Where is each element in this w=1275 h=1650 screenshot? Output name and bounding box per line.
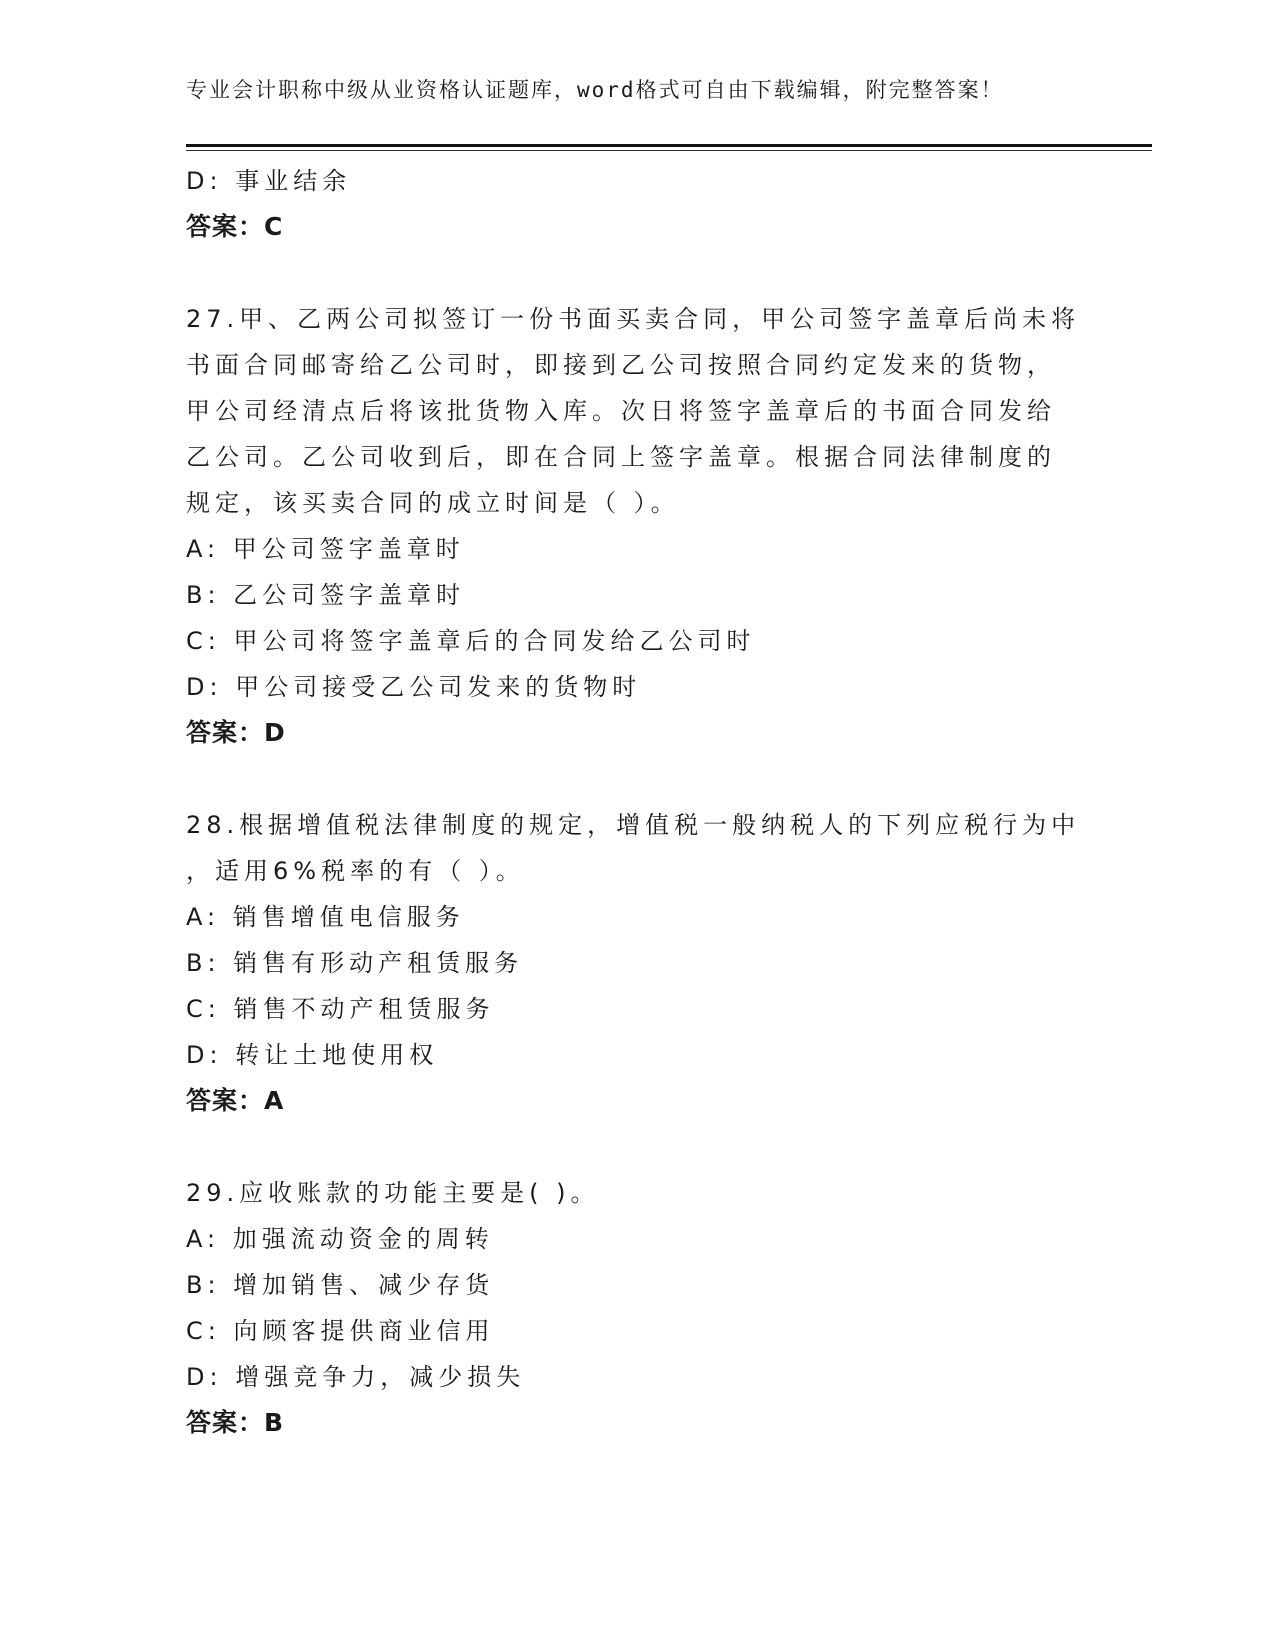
spacer bbox=[186, 756, 1086, 802]
option-d: D: 增强竞争力，减少损失 bbox=[186, 1363, 526, 1391]
option-d: D: 事业结余 bbox=[186, 167, 352, 195]
option-a: A: 加强流动资金的周转 bbox=[186, 1225, 494, 1253]
option-c: C: 向顾客提供商业信用 bbox=[186, 1317, 495, 1345]
answer-line: 答案：B bbox=[186, 1408, 285, 1437]
previous-question-tail bbox=[186, 158, 1086, 250]
option-c: C: 销售不动产租赁服务 bbox=[186, 995, 495, 1023]
question-29 bbox=[186, 1170, 1086, 1446]
option-a: A: 销售增值电信服务 bbox=[186, 903, 465, 931]
header-divider bbox=[186, 144, 1152, 147]
question-stem-line: 书面合同邮寄给乙公司时，即接到乙公司按照合同约定发来的货物， bbox=[186, 351, 1056, 379]
option-b: B: 乙公司签字盖章时 bbox=[186, 581, 466, 609]
header-divider-thin bbox=[186, 150, 1152, 151]
question-stem-line: 甲公司经清点后将该批货物入库。次日将签字盖章后的书面合同发给 bbox=[186, 397, 1056, 425]
spacer bbox=[186, 1124, 1086, 1170]
question-stem-line: 乙公司。乙公司收到后，即在合同上签字盖章。根据合同法律制度的 bbox=[186, 443, 1056, 471]
question-stem-line: ，适用6%税率的有（ ）。 bbox=[186, 857, 525, 885]
answer-line: 答案：D bbox=[186, 718, 286, 747]
page-content bbox=[186, 158, 1086, 1446]
page-header: 专业会计职称中级从业资格认证题库，word格式可自由下载编辑，附完整答案！ bbox=[186, 78, 1004, 102]
spacer bbox=[186, 250, 1086, 296]
question-stem-line: 28.根据增值税法律制度的规定，增值税一般纳税人的下列应税行为中 bbox=[186, 811, 1081, 839]
option-b: B: 销售有形动产租赁服务 bbox=[186, 949, 524, 977]
question-stem-line: 29.应收账款的功能主要是( )。 bbox=[186, 1179, 600, 1207]
question-27 bbox=[186, 296, 1086, 756]
answer-line: 答案：C bbox=[186, 212, 284, 241]
option-d: D: 甲公司接受乙公司发来的货物时 bbox=[186, 673, 642, 701]
question-stem-line: 规定，该买卖合同的成立时间是（ ）。 bbox=[186, 489, 680, 517]
option-b: B: 增加销售、减少存货 bbox=[186, 1271, 495, 1299]
option-a: A: 甲公司签字盖章时 bbox=[186, 535, 465, 563]
answer-line: 答案：A bbox=[186, 1086, 285, 1115]
question-stem-line: 27.甲、乙两公司拟签订一份书面买卖合同，甲公司签字盖章后尚未将 bbox=[186, 305, 1081, 333]
option-c: C: 甲公司将签字盖章后的合同发给乙公司时 bbox=[186, 627, 756, 655]
question-28 bbox=[186, 802, 1086, 1124]
option-d: D: 转让土地使用权 bbox=[186, 1041, 439, 1069]
